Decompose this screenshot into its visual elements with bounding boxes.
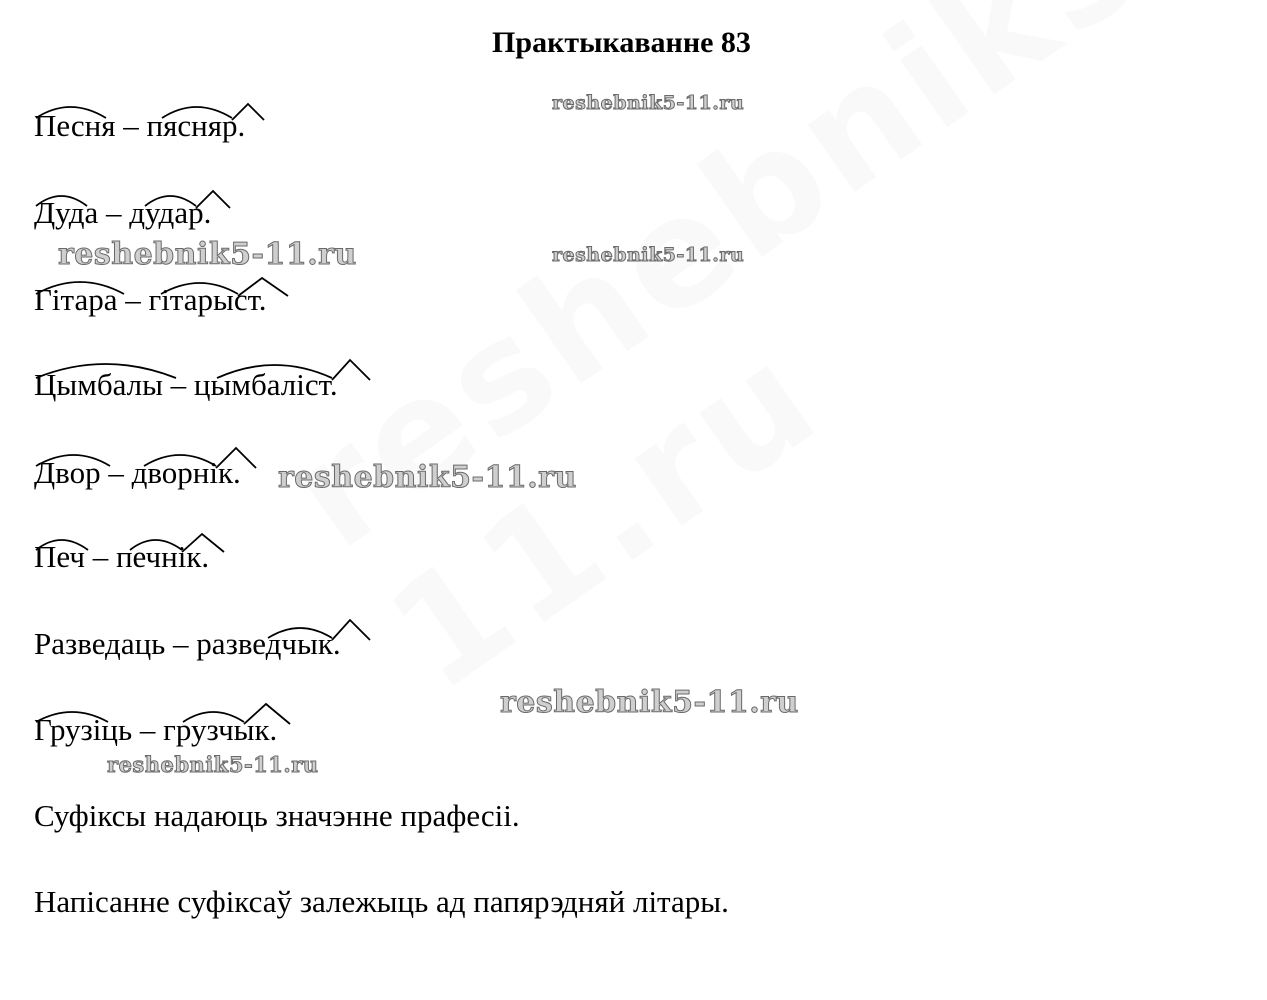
background-watermark <box>260 0 1267 725</box>
watermark: reshebnik5-11.ru <box>552 244 745 266</box>
watermark: reshebnik5-11.ru <box>107 752 319 777</box>
watermark: reshebnik5-11.ru <box>58 237 357 272</box>
word-pair-3: Гітара – гітарыст. <box>34 282 267 317</box>
word-pair-5: Двор – дворнік. <box>34 455 241 490</box>
word-pair-1: Песня – пясняр. <box>34 108 246 143</box>
word-pair-4: Цымбалы – цымбаліст. <box>34 367 338 402</box>
watermark: reshebnik5-11.ru <box>278 460 577 495</box>
watermark: reshebnik5-11.ru <box>500 685 799 720</box>
page-title: Практыкаванне 83 <box>492 26 751 59</box>
word-pair-8: Грузіць – грузчык. <box>34 712 278 747</box>
watermark: reshebnik5-11.ru <box>552 92 745 114</box>
conclusion-1: Суфіксы надаюць значэнне прафесіі. <box>34 798 520 833</box>
word-pair-6: Печ – печнік. <box>34 539 210 574</box>
word-pair-2: Дуда – дудар. <box>34 195 212 230</box>
conclusion-2: Напісанне суфіксаў залежыць ад папярэдняй літары. <box>34 884 729 919</box>
word-pair-7: Разведаць – разведчык. <box>34 626 341 661</box>
